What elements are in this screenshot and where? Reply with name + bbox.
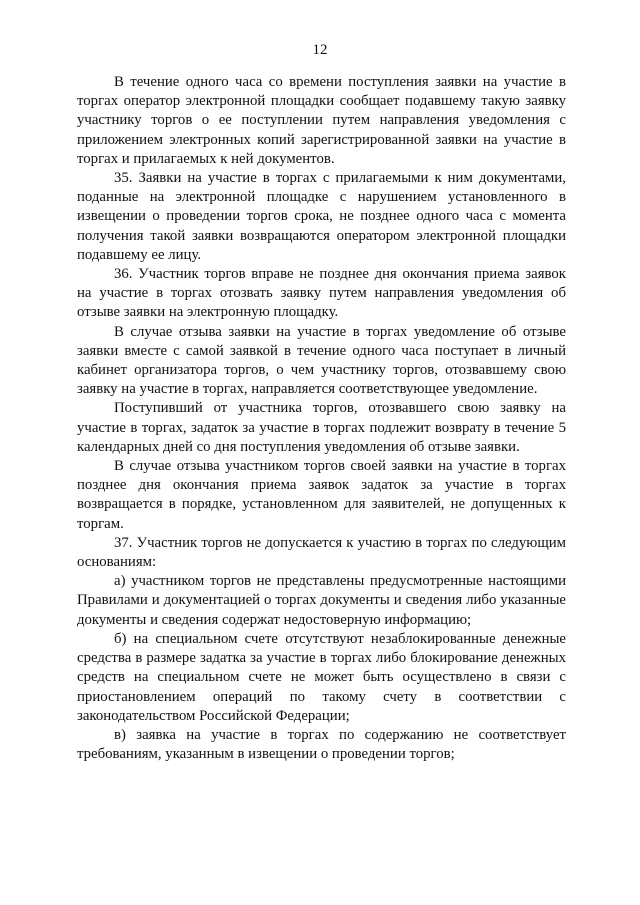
- page-number: 12: [312, 42, 328, 58]
- paragraph-late-withdrawal: В случае отзыва участником торгов своей заявки на участие в торгах позднее дня окончания приема заявок задаток за участие в торгах возвращается в порядке, установленном для заявителей, не допущенных к торгам.: [77, 458, 566, 532]
- paragraph-deposit-refund: Поступивший от участника торгов, отозвавшего свою заявку на участие в торгах, задаток за участие в торгах подлежит возврату в течение 5 календарных дней со дня поступления уведомления об отзыве заявки.: [77, 400, 566, 455]
- paragraph-notification-of-receipt: В течение одного часа со времени поступления заявки на участие в торгах оператор электронной площадки сообщает подавшему такую заявку участнику торгов о ее поступлении путем направления уведомления с приложением электронных копий зарегистрированной заявки на участие в торгах и прилагаемых к ней документов.: [77, 74, 566, 167]
- document-body: [77, 73, 566, 764]
- paragraph-item-37: 37. Участник торгов не допускается к участию в торгах по следующим основаниям:: [77, 534, 566, 571]
- paragraph-item-37-b: б) на специальном счете отсутствуют незаблокированные денежные средства в размере задатка за участие в торгах либо блокирование денежных средств на специальном счете не может быть осуществлено в связи с приостановлением операций по такому счету в соответствии с законодательством Российской Федерации;: [77, 630, 566, 724]
- paragraph-item-36: 36. Участник торгов вправе не позднее дня окончания приема заявок на участие в торгах отозвать заявку путем направления уведомления об отзыве заявки на электронную площадку.: [77, 266, 566, 321]
- paragraph-item-35: 35. Заявки на участие в торгах с прилагаемыми к ним документами, поданные на электронной площадке с нарушением установленного в извещении о проведении торгов срока, не позднее одного часа с момента получения такой заявки возвращаются оператором электронной площадки подавшему ее лицу.: [77, 170, 566, 263]
- paragraph-item-37-a: а) участником торгов не представлены предусмотренные настоящими Правилами и документацией о торгах документы и сведения либо указанные документы и сведения содержат недостоверную информацию;: [77, 573, 566, 628]
- paragraph-withdrawal-notice: В случае отзыва заявки на участие в торгах уведомление об отзыве заявки вместе с самой заявкой в течение одного часа поступает в личный кабинет организатора торгов, о чем участнику торгов, отозвавшему свою заявку на участие в торгах, направляется соответствующее уведомление.: [77, 323, 566, 398]
- paragraph-item-37-v: в) заявка на участие в торгах по содержанию не соответствует требованиям, указанным в извещении о проведении торгов;: [77, 726, 566, 763]
